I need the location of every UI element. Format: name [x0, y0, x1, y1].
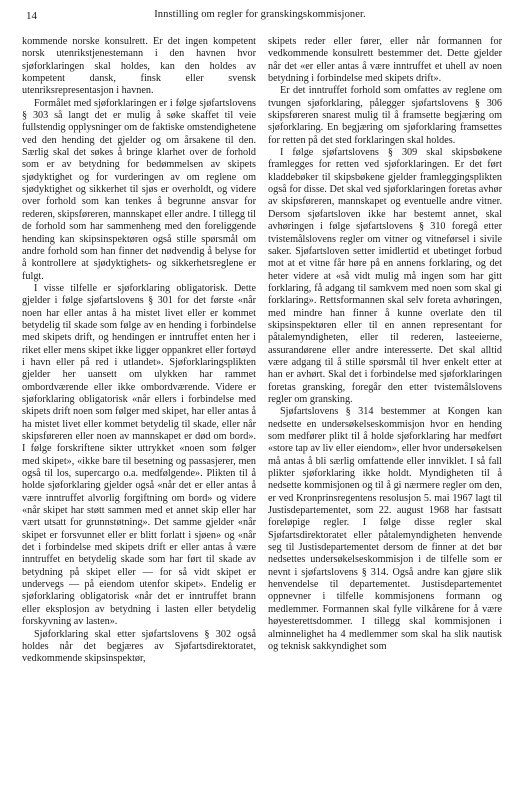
running-head: Innstilling om regler for granskingskommisjoner. [154, 9, 366, 20]
paragraph: Sjøforklaring skal etter sjøfartslovens § 302 også holdes når det begjæres av Sjøfartsdirektoratet, vedkommende skipsinspektør, [22, 628, 256, 665]
text-columns [22, 36, 502, 666]
right-column [268, 36, 502, 666]
paragraph: Er det inntruffet forhold som omfattes av reglene om tvungen sjøforklaring, pålegger sjøfartslovens § 306 skipsføreren snarest mulig til å framsette begjæring om sjøforklaring. En begjæring om sjøforklaring framsettes for retten på det sted forklaringen skal holdes. [268, 85, 502, 146]
paragraph: skipets reder eller fører, eller når formannen for vedkommende konsulrett bestemmer det. Dette gjelder når det «er eller antas å være inntruffet et uhell av noen betydning i forbindelse med skipets drift». [268, 36, 502, 85]
paragraph: Sjøfartslovens § 314 bestemmer at Kongen kan nedsette en undersøkelseskommisjon hvor en hending som medfører plikt til å holde sjøforklaring har medført «store tap av liv eller eiendom», eller hvor undersøkelsen må antas å bli særlig omfattende eller innviklet. I så fall plikter sjøforklaring ikke holdt. Myndigheten til å nedsette kommisjonen og til å gi nærmere regler om den, er ved Kronprinsregentens resolusjon 5. mai 1967 lagt til Justisdepartementet, som 22. august 1968 har fastsatt foreløpige regler. I følge disse regler skal Sjøfartsdirektoratet eller påtalemyndigheten henvende seg til Justisdepartementet dersom de finner at det bør nedsettes undersøkelseskommisjon i de tilfelle som er nevnt i sjøfartslovens § 314. Også andre kan gjøre slik henvendelse til departementet. Justisdepartementet oppnevner i tilfelle kommisjonens formann og medlemmer. Formannen skal fylle vilkårene for å være høyesterettsdommer. I tillegg skal kommisjonen i alminnelighet ha 4 medlemmer som skal ha slik nautisk og teknisk sakkyndighet som [268, 406, 502, 652]
paragraph: kommende norske konsulrett. Er det ingen kompetent norsk utenrikstjenestemann i den havnen hvor sjøforklaringen skal holdes, kan den holdes av kompetent dansk, finsk eller svensk utenriksrepresentasjon i havnen. [22, 36, 256, 97]
paragraph: I følge sjøfartslovens § 309 skal skipsbøkene framlegges for retten ved sjøforklaringen. Er det ført kladdebøker til skipsbøkene gjelder framleggingsplikten også for disse. Det skal ved sjøforklaringen foretas avhør av skipsføreren, mannskapet og eventuelle andre vitner. Dersom sjøfartsloven ikke har bestemt annet, skal avhøringen i følge sjøfartslovens § 310 foregå etter tvistemålslovens regler om vitner og vitneførsel i sivile saker. Sjøfartsloven setter imidlertid et ubetinget forbud mot at et vitne får høre på en annens forklaring, og det heter videre at «så vidt mulig må ingen som har gitt forklaring, få adgang til samkvem med noen som skal gi forklaring». Rettsformannen skal selv foreta avhøringen, med mindre han finner å kunne overlate den til skipsinspektøren eller til en annen representant for påtalemyndigheten, eller til rederen, lasteeierne, assurandørene eller andre interesserte. Det skal alltid være adgang til å stille spørsmål til hver enkelt etter at han er avhørt. Skal det i forbindelse med sjøforklaringen foretas gransking, foregår den etter tvistemålslovens regler om gransking. [268, 147, 502, 405]
left-column [22, 36, 256, 666]
paragraph: I visse tilfelle er sjøforklaring obligatorisk. Dette gjelder i følge sjøfartslovens § 301 for det første «når noen har eller antas å ha mistet livet eller er kommet betydelig til skade som følge av en hending i forbindelse med skipets drift, og hendingen er inntruffet enten her i riket eller mens skipet ikke ligger oppankret eller fortøyd i havn eller på red i utlandet». Sjøforklaringsplikten gjelder her uansett om ulykken har rammet ombordværende eller ikke ombordværende. Videre er sjøforklaring obligatorisk «når ellers i forbindelse med skipets drift noen som følger med skipet, har eller antas å ha mistet livet eller kommet betydelig til skade, eller når skipsføreren eller noen av mannskapet er død om bord». I følge forskriftene sikter uttrykket «noen som følger med skipet», «ikke bare til besetning og passasjerer, men også til los, supercargo o.a. medfølgende». Plikten til å holde sjøforklaring gjelder også «når det er eller antas å være inntruffet alvorlig forgiftning om bord» og videre «når skipet har støtt sammen med et annet skip eller har vært utsatt for grunnstøtning». Det samme gjelder «når skipet er forsvunnet eller er blitt forlatt i sjøen» og «når det i forbindelse med skipets drift er eller antas å være inntruffet en betydelig skade som har ført til skade av betydning på skipet eller — for så vidt skipet er undervegs — på eiendom utenfor skipet». Endelig er sjøforklaring obligatorisk «når det er inntruffet brann eller eksplosjon av betydning i lasten eller betydelig forskyvning av lasten». [22, 282, 256, 628]
paragraph: Formålet med sjøforklaringen er i følge sjøfartslovens § 303 så langt det er mulig å søke skaffet til veie fullstendig opplysninger om de faktiske omstendighetene ved den hending det gjelder og om årsakene til den. Særlig skal det søkes å bringe klarhet over de forhold som er av betydning for bedømmelsen av skipets sjødyktighet og for vurderingen av om reglene om sjødyktighet og sikkerhet til sjøs er overholdt, og videre over forhold som kan tenkes å begrunne ansvar for rederen, skipsføreren, mannskapet eller andre. I tillegg til de forhold som har sammenheng med den foreliggende hending kan skipsinspektøren også stille spørsmål om andre forhold som han finner det nødvendig å belyse for å kontrollere at sjødyktighets- og sikkerhetsreglene er fulgt. [22, 97, 256, 282]
page-number: 14 [26, 10, 37, 22]
